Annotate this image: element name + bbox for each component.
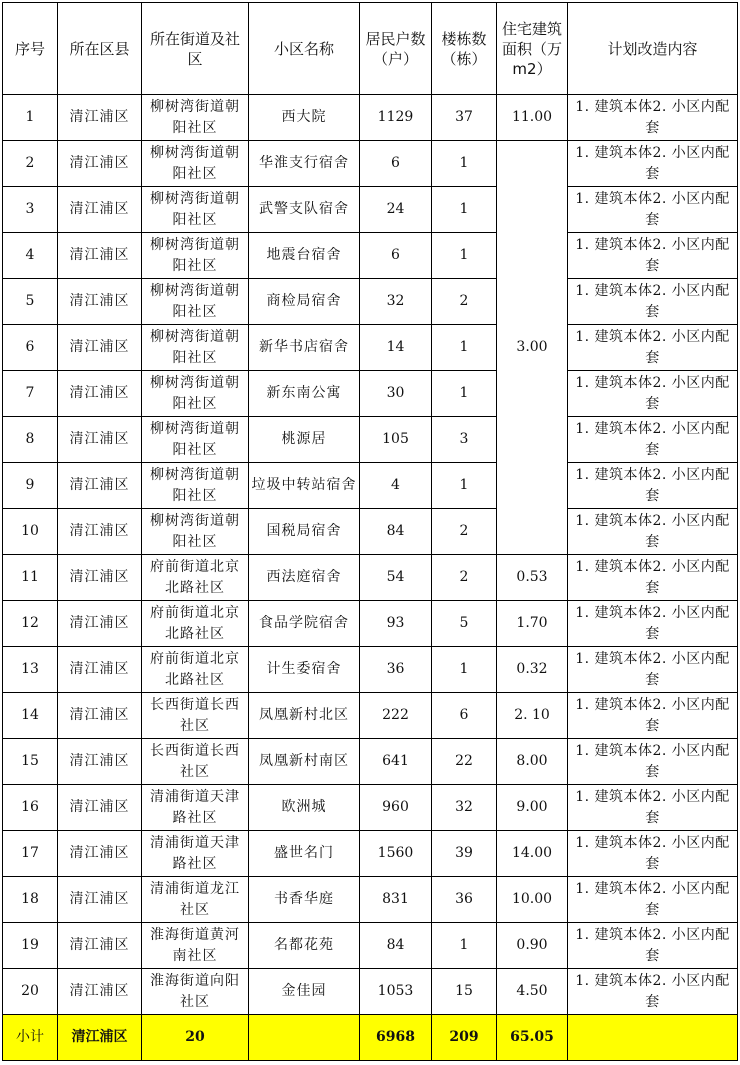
street-cell: 柳树湾街道朝阳社区 — [142, 417, 249, 463]
buildings-cell: 1 — [432, 141, 497, 187]
renovation-table — [2, 2, 738, 1061]
table-row — [3, 555, 738, 601]
buildings-cell: 2 — [432, 555, 497, 601]
county-cell: 清江浦区 — [58, 279, 142, 325]
county-cell: 清江浦区 — [58, 463, 142, 509]
name-cell: 盛世名门 — [249, 831, 360, 877]
subtotal-empty — [249, 1015, 360, 1061]
households-cell: 105 — [360, 417, 432, 463]
county-cell: 清江浦区 — [58, 923, 142, 969]
county-cell: 清江浦区 — [58, 371, 142, 417]
table-row — [3, 95, 738, 141]
buildings-cell: 2 — [432, 509, 497, 555]
plan-cell: 1. 建筑本体2. 小区内配套 — [568, 693, 738, 739]
buildings-cell: 1 — [432, 463, 497, 509]
header-buildings: 楼栋数（栋） — [432, 3, 497, 95]
plan-cell: 1. 建筑本体2. 小区内配套 — [568, 187, 738, 233]
table-row — [3, 371, 738, 417]
street-cell: 柳树湾街道朝阳社区 — [142, 371, 249, 417]
header-county: 所在区县 — [58, 3, 142, 95]
subtotal-label: 小计 — [3, 1015, 58, 1061]
county-cell: 清江浦区 — [58, 601, 142, 647]
area-cell: 10.00 — [497, 877, 568, 923]
header-households: 居民户数（户） — [360, 3, 432, 95]
name-cell: 新东南公寓 — [249, 371, 360, 417]
table-row — [3, 739, 738, 785]
street-cell: 柳树湾街道朝阳社区 — [142, 233, 249, 279]
street-cell: 淮海街道向阳社区 — [142, 969, 249, 1015]
buildings-cell: 1 — [432, 233, 497, 279]
table-row — [3, 509, 738, 555]
area-cell: 0.32 — [497, 647, 568, 693]
seq-cell: 9 — [3, 463, 58, 509]
seq-cell: 13 — [3, 647, 58, 693]
seq-cell: 19 — [3, 923, 58, 969]
households-cell: 831 — [360, 877, 432, 923]
area-cell: 2. 10 — [497, 693, 568, 739]
county-cell: 清江浦区 — [58, 647, 142, 693]
households-cell: 24 — [360, 187, 432, 233]
seq-cell: 8 — [3, 417, 58, 463]
seq-cell: 16 — [3, 785, 58, 831]
county-cell: 清江浦区 — [58, 141, 142, 187]
plan-cell: 1. 建筑本体2. 小区内配套 — [568, 555, 738, 601]
buildings-cell: 1 — [432, 923, 497, 969]
households-cell: 30 — [360, 371, 432, 417]
plan-cell: 1. 建筑本体2. 小区内配套 — [568, 95, 738, 141]
buildings-cell: 22 — [432, 739, 497, 785]
seq-cell: 12 — [3, 601, 58, 647]
subtotal-count: 20 — [142, 1015, 249, 1061]
buildings-cell: 1 — [432, 187, 497, 233]
name-cell: 书香华庭 — [249, 877, 360, 923]
header-street: 所在街道及社区 — [142, 3, 249, 95]
county-cell: 清江浦区 — [58, 877, 142, 923]
subtotal-buildings: 209 — [432, 1015, 497, 1061]
plan-cell: 1. 建筑本体2. 小区内配套 — [568, 969, 738, 1015]
county-cell: 清江浦区 — [58, 831, 142, 877]
county-cell: 清江浦区 — [58, 555, 142, 601]
plan-cell: 1. 建筑本体2. 小区内配套 — [568, 647, 738, 693]
subtotal-row — [3, 1015, 738, 1061]
households-cell: 1053 — [360, 969, 432, 1015]
buildings-cell: 32 — [432, 785, 497, 831]
plan-cell: 1. 建筑本体2. 小区内配套 — [568, 233, 738, 279]
households-cell: 1129 — [360, 95, 432, 141]
buildings-cell: 5 — [432, 601, 497, 647]
name-cell: 桃源居 — [249, 417, 360, 463]
table-row — [3, 279, 738, 325]
seq-cell: 5 — [3, 279, 58, 325]
area-cell: 14.00 — [497, 831, 568, 877]
street-cell: 清浦街道天津路社区 — [142, 785, 249, 831]
area-cell: 3.00 — [497, 141, 568, 555]
area-cell: 8.00 — [497, 739, 568, 785]
county-cell: 清江浦区 — [58, 739, 142, 785]
households-cell: 6 — [360, 233, 432, 279]
area-cell: 9.00 — [497, 785, 568, 831]
county-cell: 清江浦区 — [58, 969, 142, 1015]
county-cell: 清江浦区 — [58, 233, 142, 279]
street-cell: 柳树湾街道朝阳社区 — [142, 325, 249, 371]
street-cell: 清浦街道天津路社区 — [142, 831, 249, 877]
subtotal-empty-plan — [568, 1015, 738, 1061]
table-row — [3, 417, 738, 463]
buildings-cell: 37 — [432, 95, 497, 141]
plan-cell: 1. 建筑本体2. 小区内配套 — [568, 739, 738, 785]
seq-cell: 1 — [3, 95, 58, 141]
buildings-cell: 6 — [432, 693, 497, 739]
street-cell: 柳树湾街道朝阳社区 — [142, 463, 249, 509]
table-row — [3, 325, 738, 371]
street-cell: 柳树湾街道朝阳社区 — [142, 509, 249, 555]
county-cell: 清江浦区 — [58, 187, 142, 233]
plan-cell: 1. 建筑本体2. 小区内配套 — [568, 785, 738, 831]
households-cell: 641 — [360, 739, 432, 785]
plan-cell: 1. 建筑本体2. 小区内配套 — [568, 509, 738, 555]
street-cell: 长西街道长西社区 — [142, 693, 249, 739]
name-cell: 国税局宿舍 — [249, 509, 360, 555]
households-cell: 222 — [360, 693, 432, 739]
street-cell: 府前街道北京北路社区 — [142, 647, 249, 693]
street-cell: 柳树湾街道朝阳社区 — [142, 141, 249, 187]
plan-cell: 1. 建筑本体2. 小区内配套 — [568, 417, 738, 463]
buildings-cell: 1 — [432, 647, 497, 693]
name-cell: 新华书店宿舍 — [249, 325, 360, 371]
seq-cell: 20 — [3, 969, 58, 1015]
street-cell: 柳树湾街道朝阳社区 — [142, 95, 249, 141]
plan-cell: 1. 建筑本体2. 小区内配套 — [568, 923, 738, 969]
county-cell: 清江浦区 — [58, 325, 142, 371]
seq-cell: 6 — [3, 325, 58, 371]
header-row — [3, 3, 738, 95]
header-name: 小区名称 — [249, 3, 360, 95]
header-plan: 计划改造内容 — [568, 3, 738, 95]
street-cell: 淮海街道黄河南社区 — [142, 923, 249, 969]
households-cell: 4 — [360, 463, 432, 509]
seq-cell: 4 — [3, 233, 58, 279]
subtotal-households: 6968 — [360, 1015, 432, 1061]
name-cell: 西法庭宿舍 — [249, 555, 360, 601]
name-cell: 垃圾中转站宿舍 — [249, 463, 360, 509]
households-cell: 84 — [360, 509, 432, 555]
subtotal-county: 清江浦区 — [58, 1015, 142, 1061]
county-cell: 清江浦区 — [58, 785, 142, 831]
table-row — [3, 601, 738, 647]
county-cell: 清江浦区 — [58, 417, 142, 463]
seq-cell: 10 — [3, 509, 58, 555]
name-cell: 西大院 — [249, 95, 360, 141]
name-cell: 凤凰新村北区 — [249, 693, 360, 739]
seq-cell: 17 — [3, 831, 58, 877]
street-cell: 府前街道北京北路社区 — [142, 601, 249, 647]
area-cell: 0.90 — [497, 923, 568, 969]
street-cell: 柳树湾街道朝阳社区 — [142, 279, 249, 325]
table-row — [3, 187, 738, 233]
name-cell: 商检局宿舍 — [249, 279, 360, 325]
county-cell: 清江浦区 — [58, 509, 142, 555]
table-row — [3, 141, 738, 187]
table-row — [3, 785, 738, 831]
households-cell: 14 — [360, 325, 432, 371]
seq-cell: 11 — [3, 555, 58, 601]
buildings-cell: 1 — [432, 371, 497, 417]
table-row — [3, 831, 738, 877]
street-cell: 柳树湾街道朝阳社区 — [142, 187, 249, 233]
table-row — [3, 233, 738, 279]
table-row — [3, 969, 738, 1015]
area-cell: 1.70 — [497, 601, 568, 647]
buildings-cell: 2 — [432, 279, 497, 325]
seq-cell: 18 — [3, 877, 58, 923]
buildings-cell: 1 — [432, 325, 497, 371]
subtotal-area: 65.05 — [497, 1015, 568, 1061]
plan-cell: 1. 建筑本体2. 小区内配套 — [568, 601, 738, 647]
buildings-cell: 3 — [432, 417, 497, 463]
county-cell: 清江浦区 — [58, 693, 142, 739]
households-cell: 960 — [360, 785, 432, 831]
table-row — [3, 647, 738, 693]
seq-cell: 7 — [3, 371, 58, 417]
table-row — [3, 923, 738, 969]
plan-cell: 1. 建筑本体2. 小区内配套 — [568, 831, 738, 877]
households-cell: 84 — [360, 923, 432, 969]
area-cell: 11.00 — [497, 95, 568, 141]
households-cell: 1560 — [360, 831, 432, 877]
seq-cell: 14 — [3, 693, 58, 739]
name-cell: 食品学院宿舍 — [249, 601, 360, 647]
name-cell: 欧洲城 — [249, 785, 360, 831]
households-cell: 6 — [360, 141, 432, 187]
seq-cell: 2 — [3, 141, 58, 187]
households-cell: 32 — [360, 279, 432, 325]
plan-cell: 1. 建筑本体2. 小区内配套 — [568, 463, 738, 509]
households-cell: 36 — [360, 647, 432, 693]
name-cell: 金佳园 — [249, 969, 360, 1015]
buildings-cell: 39 — [432, 831, 497, 877]
name-cell: 名都花苑 — [249, 923, 360, 969]
plan-cell: 1. 建筑本体2. 小区内配套 — [568, 325, 738, 371]
name-cell: 凤凰新村南区 — [249, 739, 360, 785]
plan-cell: 1. 建筑本体2. 小区内配套 — [568, 141, 738, 187]
name-cell: 华淮支行宿舍 — [249, 141, 360, 187]
header-seq: 序号 — [3, 3, 58, 95]
street-cell: 府前街道北京北路社区 — [142, 555, 249, 601]
table-row — [3, 693, 738, 739]
street-cell: 长西街道长西社区 — [142, 739, 249, 785]
area-cell: 4.50 — [497, 969, 568, 1015]
street-cell: 清浦街道龙江社区 — [142, 877, 249, 923]
buildings-cell: 15 — [432, 969, 497, 1015]
households-cell: 54 — [360, 555, 432, 601]
seq-cell: 15 — [3, 739, 58, 785]
table-row — [3, 463, 738, 509]
seq-cell: 3 — [3, 187, 58, 233]
header-area: 住宅建筑面积（万m2） — [497, 3, 568, 95]
buildings-cell: 36 — [432, 877, 497, 923]
name-cell: 地震台宿舍 — [249, 233, 360, 279]
plan-cell: 1. 建筑本体2. 小区内配套 — [568, 279, 738, 325]
table-row — [3, 877, 738, 923]
area-cell: 0.53 — [497, 555, 568, 601]
plan-cell: 1. 建筑本体2. 小区内配套 — [568, 877, 738, 923]
county-cell: 清江浦区 — [58, 95, 142, 141]
name-cell: 武警支队宿舍 — [249, 187, 360, 233]
name-cell: 计生委宿舍 — [249, 647, 360, 693]
households-cell: 93 — [360, 601, 432, 647]
plan-cell: 1. 建筑本体2. 小区内配套 — [568, 371, 738, 417]
